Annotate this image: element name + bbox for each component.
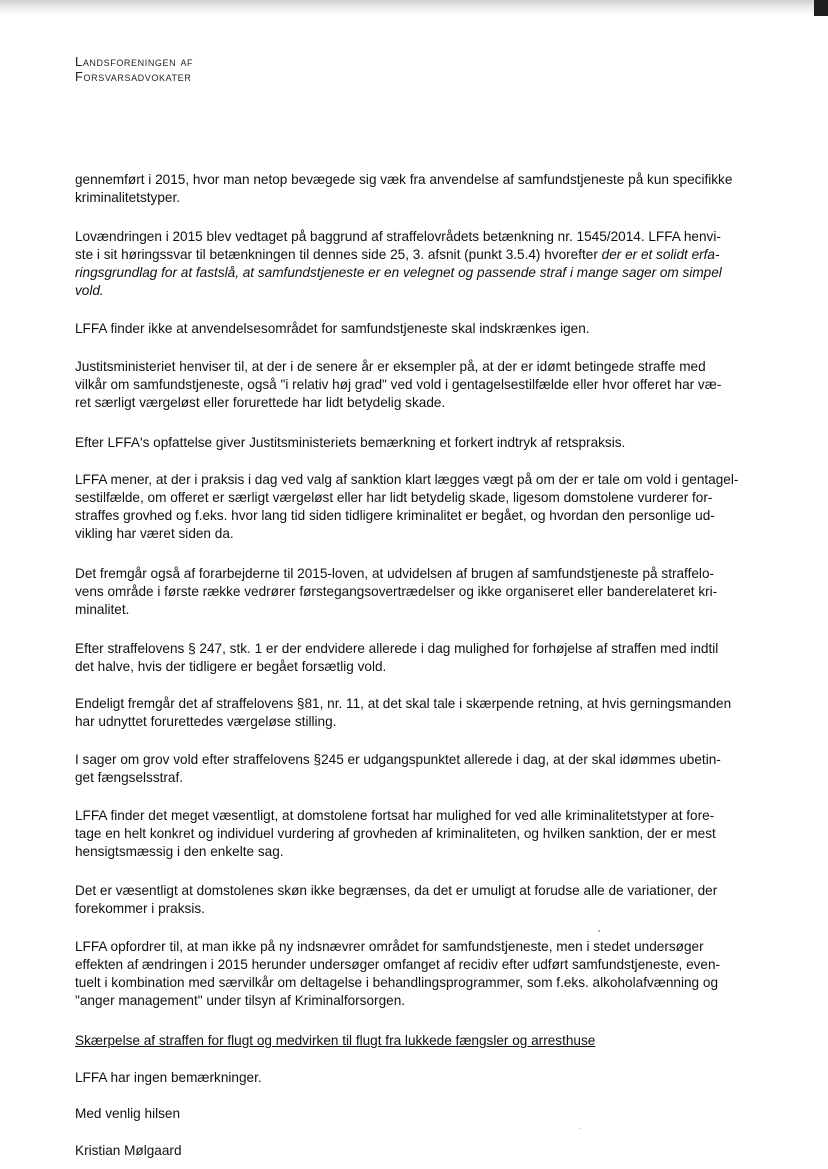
paragraph-line: Efter LFFA's opfattelse giver Justitsministeriets bemærkning et forkert indtryk af retspraksis. xyxy=(75,435,626,450)
paragraph-line xyxy=(75,246,755,264)
paragraph-line: Justitsministeriet henviser til, at der i de senere år er eksempler på, at der er idømt betingede straffe med xyxy=(75,359,706,374)
quoted-italic-text: vold. xyxy=(75,283,104,298)
paragraph-4 xyxy=(75,358,755,412)
paragraph-line: Det fremgår også af forarbejderne til 2015-loven, at udvidelsen af brugen af samfundstjeneste på straffelo- xyxy=(75,566,715,581)
scan-speck xyxy=(580,1128,581,1129)
paragraph-line: straffes grovhed og f.eks. hvor lang tid siden tidligere kriminalitet er begået, og hvordan den personlige ud- xyxy=(75,508,715,523)
paragraph-line: LFFA opfordrer til, at man ikke på ny indsnævrer området for samfundstjeneste, men i stedet undersøger xyxy=(75,939,704,954)
paragraph-line: "anger management" under tilsyn af Kriminalforsorgen. xyxy=(75,993,406,1008)
quoted-italic-text: der er et solidt erfa- xyxy=(601,247,720,262)
paragraph-line: kriminalitetstyper. xyxy=(75,190,181,205)
paragraph-6 xyxy=(75,471,755,543)
section-heading xyxy=(75,1032,755,1050)
paragraph-line: LFFA finder det meget væsentligt, at domstolene fortsat har mulighed for ved alle kriminalitetstyper at fore- xyxy=(75,808,715,823)
paragraph-line: Det er væsentligt at domstolenes skøn ikke begrænses, da det er umuligt at forudse alle de variationer, der xyxy=(75,883,718,898)
scan-corner-mark xyxy=(814,0,828,16)
paragraph-8 xyxy=(75,640,755,676)
paragraph-11 xyxy=(75,807,755,861)
scan-edge xyxy=(0,0,828,16)
paragraph-9 xyxy=(75,695,755,731)
paragraph-line: minalitet. xyxy=(75,602,130,617)
paragraph-line: get fængselsstraf. xyxy=(75,770,184,785)
paragraph-line: Lovændringen i 2015 blev vedtaget på baggrund af straffelovrådets betænkning nr. 1545/2014. LFFA henvi- xyxy=(75,229,721,244)
paragraph-line: gennemført i 2015, hvor man netop bevægede sig væk fra anvendelse af samfundstjeneste på kun specifikke xyxy=(75,172,733,187)
paragraph-line: hensigtsmæssig i den enkelte sag. xyxy=(75,844,284,859)
paragraph-line: vikling har været siden da. xyxy=(75,526,234,541)
letterhead xyxy=(75,54,193,84)
paragraph-line: effekten af ændringen i 2015 herunder undersøger omfanget af recidiv efter udført samfundstjeneste, even- xyxy=(75,957,721,972)
section-text-line: LFFA har ingen bemærkninger. xyxy=(75,1070,262,1085)
paragraph-line: Efter straffelovens § 247, stk. 1 er der endvidere allerede i dag mulighed for forhøjelse af straffen med indtil xyxy=(75,641,719,656)
paragraph-line: har udnyttet forurettedes værgeløse stilling. xyxy=(75,714,337,729)
paragraph-line: det halve, hvis der tidligere er begået forsætlig vold. xyxy=(75,659,387,674)
paragraph-2 xyxy=(75,228,755,300)
paragraph-line: Endeligt fremgår det af straffelovens §81, nr. 11, at det skal tale i skærpende retning, at hvis gerningsmanden xyxy=(75,696,732,711)
paragraph-text: ste i sit høringssvar til betænkningen til dennes side 25, 3. afsnit (punkt 3.5.4) hvorefter xyxy=(75,247,602,262)
paragraph-line: sestilfælde, om offeret er særligt værgeløst eller har lidt betydelig skade, ligesom domstolene vurderer for- xyxy=(75,490,713,505)
closing-text: Med venlig hilsen xyxy=(75,1106,181,1121)
signature-name-text: Kristian Mølgaard xyxy=(75,1143,182,1158)
paragraph-7 xyxy=(75,565,755,619)
signature-name xyxy=(75,1142,755,1160)
paragraph-3 xyxy=(75,320,755,338)
paragraph-line: LFFA mener, at der i praksis i dag ved valg af sanktion klart lægges vægt på om der er tale om vold i gentagel- xyxy=(75,472,739,487)
paragraph-10 xyxy=(75,751,755,787)
paragraph-line: I sager om grov vold efter straffelovens §245 er udgangspunktet allerede i dag, at der skal idømmes ubetin- xyxy=(75,752,721,767)
section-text xyxy=(75,1069,755,1087)
scan-speck xyxy=(598,930,600,932)
paragraph-5 xyxy=(75,434,755,452)
paragraph-line: vilkår om samfundstjeneste, også "i relativ høj grad" ved vold i gentagelsestilfælde eller hvor offeret har væ- xyxy=(75,377,722,392)
letterhead-line-1: Landsforeningen af xyxy=(75,54,194,69)
paragraph-line: ret særligt værgeløst eller forurettede har lidt betydelig skade. xyxy=(75,395,446,410)
closing-greeting xyxy=(75,1105,755,1123)
section-heading-text: Skærpelse af straffen for flugt og medvirken til flugt fra lukkede fængsler og arresthuse xyxy=(75,1033,596,1048)
paragraph-line: vens område i første række vedrører førstegangsovertrædelser og ikke organiseret eller banderelateret kri- xyxy=(75,584,718,599)
paragraph-1 xyxy=(75,171,755,207)
letterhead-line-2: Forsvarsadvokater xyxy=(75,69,192,84)
paragraph-13 xyxy=(75,938,755,1010)
paragraph-12 xyxy=(75,882,755,918)
paragraph-line: tuelt i kombination med særvilkår om deltagelse i behandlingsprogrammer, som f.eks. alkoholafvænning og xyxy=(75,975,719,990)
paragraph-line: LFFA finder ikke at anvendelsesområdet for samfundstjeneste skal indskrænkes igen. xyxy=(75,321,590,336)
paragraph-line: tage en helt konkret og individuel vurdering af grovheden af kriminaliteten, og hvilken sanktion, der er mest xyxy=(75,826,716,841)
paragraph-line: forekommer i praksis. xyxy=(75,901,205,916)
quoted-italic-text: ringsgrundlag for at fastslå, at samfundstjeneste er en velegnet og passende straf i mange sager om simpel xyxy=(75,265,722,280)
